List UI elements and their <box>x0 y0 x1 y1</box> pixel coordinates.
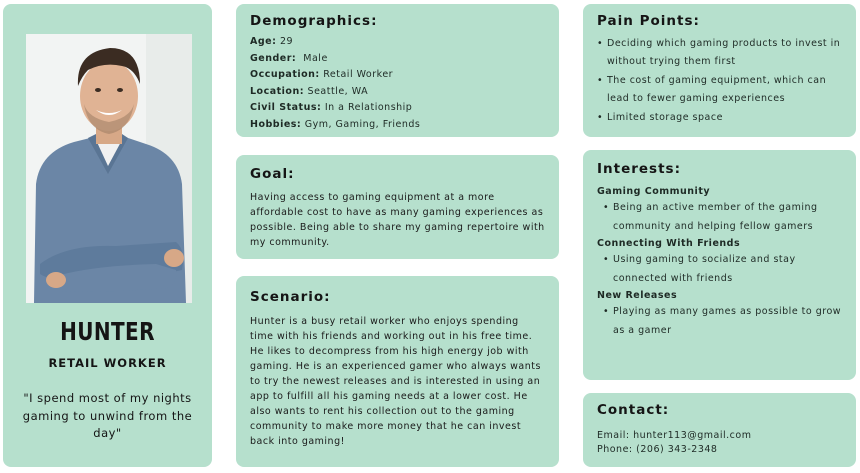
contact-card <box>583 393 856 467</box>
goal-text: Having access to gaming equipment at a more affordable cost to have as many gaming experiences as possible. Being able to share my gaming repertoire with my community. <box>250 192 545 248</box>
row-value: Seattle, WA <box>307 85 369 97</box>
person-illustration <box>26 34 192 303</box>
list-item: • Deciding which gaming products to invest in without trying them first <box>597 35 842 71</box>
interests-title: Interests: <box>597 161 681 177</box>
list-item: • Using gaming to socialize and stay connected with friends <box>603 251 842 288</box>
pain-points-title: Pain Points: <box>597 13 700 29</box>
row-label: Gender: <box>250 52 297 64</box>
demographics-row <box>250 117 545 134</box>
persona-name: HUNTER <box>60 317 155 346</box>
row-value: Gym, Gaming, Friends <box>304 118 421 130</box>
demographics-row <box>250 51 545 68</box>
row-label: Occupation: <box>250 69 320 80</box>
contact-title: Contact: <box>597 402 670 418</box>
goal-title: Goal: <box>250 166 295 182</box>
interest-list <box>597 199 842 236</box>
row-value: 29 <box>279 36 294 47</box>
row-value: Male <box>303 52 328 64</box>
contact-phone[interactable]: Phone: (206) 343-2348 <box>597 443 718 455</box>
row-label: Civil Status: <box>250 102 322 113</box>
interest-heading: Connecting With Friends <box>597 238 741 249</box>
persona-quote: "I spend most of my nights gaming to unwind from the day" <box>22 391 193 440</box>
interest-heading: New Releases <box>597 290 678 301</box>
persona-role: RETAIL WORKER <box>48 356 167 370</box>
interests-card <box>583 150 856 380</box>
scenario-text: Hunter is a busy retail worker who enjoys spending time with his friends and working out in his free time. He likes to decompress from his high energy job with gaming. He is an experienced gamer who always wants to try the newest releases and is interested in using an app to fulfill all his gaming needs at a lower cost. He also wants to rent his collection out to the gaming community to make more money that he can invest back into gaming! <box>250 316 541 447</box>
demographics-row <box>250 34 545 51</box>
goal-card <box>236 155 559 259</box>
row-label: Location: <box>250 85 305 97</box>
demographics-row <box>250 100 545 117</box>
demographics-card <box>236 4 559 137</box>
scenario-card <box>236 276 559 467</box>
row-value: Retail Worker <box>323 69 394 80</box>
list-item: • Limited storage space <box>597 109 842 127</box>
row-label: Age: <box>250 36 277 47</box>
pain-points-list <box>597 35 842 127</box>
list-item: • Playing as many games as possible to grow as a gamer <box>603 303 842 340</box>
row-value: In a Relationship <box>324 102 413 113</box>
profile-photo <box>26 34 192 303</box>
contact-email[interactable]: Email: hunter113@gmail.com <box>597 430 752 441</box>
demographics-row <box>250 84 545 101</box>
interest-list <box>597 251 842 288</box>
interest-heading: Gaming Community <box>597 186 711 197</box>
list-item: • Being an active member of the gaming community and helping fellow gamers <box>603 199 842 236</box>
interest-list <box>597 303 842 340</box>
demographics-row <box>250 67 545 84</box>
profile-card <box>3 4 212 467</box>
list-item: • The cost of gaming equipment, which can lead to fewer gaming experiences <box>597 72 842 108</box>
scenario-title: Scenario: <box>250 289 331 305</box>
demographics-title: Demographics: <box>250 13 378 29</box>
row-label: Hobbies: <box>250 118 302 130</box>
pain-points-card <box>583 4 856 137</box>
